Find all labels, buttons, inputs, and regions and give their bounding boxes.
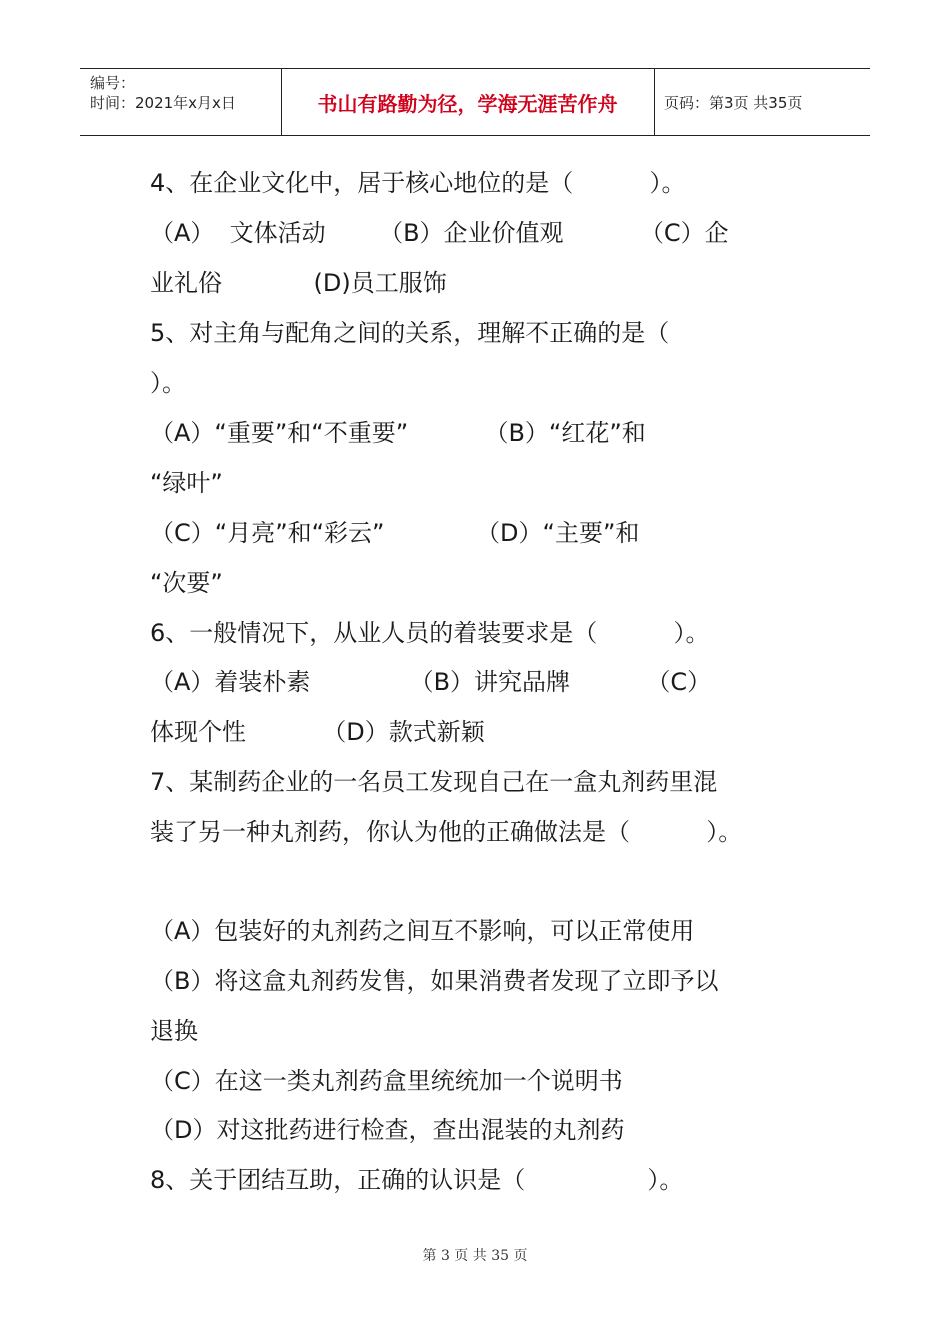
q6-options-line1: （A）着装朴素 （B）讲究品牌 （C）: [150, 668, 712, 696]
q4-options-line1: （A） 文体活动 （B）企业价值观 （C）企: [150, 219, 729, 247]
q5-options-line3: （C）“月亮”和“彩云” （D）“主要”和: [150, 519, 640, 547]
code-label: 编号：: [90, 74, 136, 92]
q8-stem: 8、关于团结互助，正确的认识是（ ）。: [150, 1166, 684, 1194]
header-divider-right: [654, 69, 655, 135]
q7-option-a: （A）包装好的丸剂药之间互不影响，可以正常使用: [150, 917, 695, 945]
q5-options-line4: “次要”: [150, 569, 223, 597]
header-page-info: 页码：第3页 共35页: [664, 93, 803, 112]
q7-stem-line1: 7、某制药企业的一名员工发现自己在一盒丸剂药里混: [150, 768, 718, 796]
q7-option-d: （D）对这批药进行检查，查出混装的丸剂药: [150, 1116, 625, 1144]
q5-stem-end: ）。: [150, 369, 186, 397]
header-motto: 书山有路勤为径，学海无涯苦作舟: [317, 91, 618, 116]
header-meta: [90, 73, 236, 113]
q5-stem: 5、对主角与配角之间的关系，理解不正确的是（: [150, 319, 670, 347]
q7-stem-line2: 装了另一种丸剂药，你认为他的正确做法是（ ）。: [150, 818, 743, 846]
q5-options-line2: “绿叶”: [150, 469, 223, 497]
q4-options-line2: 业礼俗 (D)员工服饰: [150, 269, 447, 297]
q7-option-c: （C）在这一类丸剂药盒里统统加一个说明书: [150, 1067, 623, 1095]
page-header: [80, 68, 870, 136]
date-line: 时间：2021年x月x日: [90, 94, 236, 112]
q5-options-line1: （A）“重要”和“不重要” （B）“红花”和: [150, 419, 646, 447]
q6-options-line2: 体现个性 （D）款式新颖: [150, 718, 485, 746]
page-footer: 第 3 页 共 35 页: [422, 1248, 528, 1264]
q7-option-b-cont: 退换: [150, 1017, 198, 1045]
q7-option-b: （B）将这盒丸剂药发售，如果消费者发现了立即予以: [150, 967, 719, 995]
q6-stem: 6、一般情况下，从业人员的着装要求是（ ）。: [150, 619, 710, 647]
q4-stem: 4、在企业文化中，居于核心地位的是（ ）。: [150, 169, 686, 197]
